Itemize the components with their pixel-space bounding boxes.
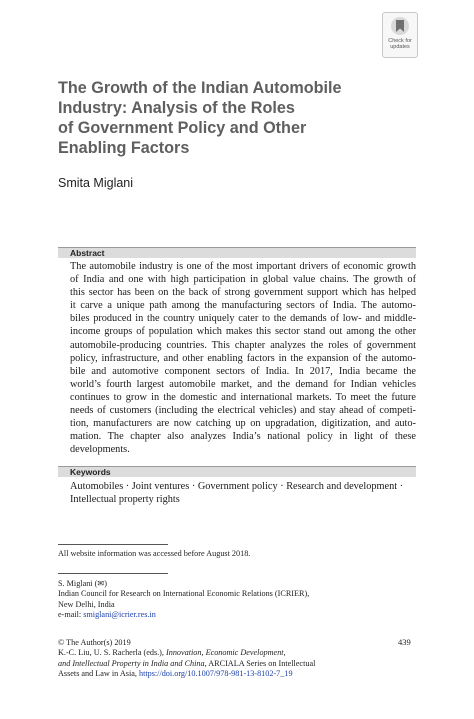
book-title-part: Innovation, Economic Development,	[166, 648, 286, 658]
check-for-updates-badge[interactable]	[382, 12, 418, 58]
abstract-line: income groups of population which makes this sector stand out among the other	[70, 326, 416, 338]
keywords-list	[70, 480, 420, 506]
abstract-line: biles produced in the country uniquely cater to the demands of low- and middle-	[70, 313, 416, 325]
affiliation-name: S. Miglani (✉)	[58, 579, 107, 588]
title-line: The Growth of the Indian Automobile	[58, 79, 342, 97]
abstract-line: policy, infrastructure, and other enabling factors in the expansion of the automo-	[70, 352, 416, 364]
citation-editors: K.-C. Liu, U. S. Racherla (eds.),	[58, 648, 167, 658]
title-line: Industry: Analysis of the Roles	[58, 99, 295, 117]
keywords-heading: Keywords	[58, 466, 416, 477]
abstract-text	[70, 260, 416, 456]
keywords-line: Intellectual property rights	[70, 494, 180, 506]
badge-line2: updates	[390, 44, 410, 50]
affiliation-email-line	[58, 610, 309, 620]
abstract-line: mation. The chapter also analyzes India’s national policy in light of these	[70, 431, 416, 443]
bookmark-ribbon-icon	[391, 17, 409, 35]
author-affiliation	[58, 579, 309, 620]
abstract-line: automobile-producing countries. This chapter analyzes the roles of government	[70, 339, 416, 351]
title-line: of Government Policy and Other	[58, 119, 307, 137]
affiliation-rule	[58, 573, 168, 574]
keywords-line: Automobiles · Joint ventures · Government policy · Research and development ·	[70, 481, 404, 492]
doi-link[interactable]: https://doi.org/10.1007/978-981-13-8102-7_19	[138, 668, 293, 678]
title-line: Enabling Factors	[58, 139, 190, 157]
author-name: Smita Miglani	[58, 176, 134, 190]
affiliation-city: New Delhi, India	[58, 599, 115, 609]
website-footnote: All website information was accessed before August 2018.	[58, 549, 251, 558]
citation-line	[58, 659, 315, 669]
abstract-line: bile and automotive component sectors of India. In 2017, India became the	[70, 365, 416, 377]
citation-line	[58, 648, 315, 658]
abstract-heading: Abstract	[58, 247, 416, 258]
paper-title	[58, 78, 388, 158]
abstract-line: The automobile industry is one of the most important drivers of economic growth	[70, 261, 416, 272]
affiliation-org: Indian Council for Research on International Economic Relations (ICRIER),	[58, 589, 310, 599]
abstract-line: tion, manufacturers are now catching up on upgradation, digitization, and auto-	[70, 418, 416, 430]
page-number: 439	[398, 637, 411, 647]
email-label: e-mail:	[58, 609, 84, 619]
series-name: , ARCIALA Series on Intellectual	[204, 658, 316, 668]
abstract-line: developments.	[70, 444, 130, 456]
footnote-rule	[58, 544, 168, 545]
abstract-line: it carve a unique path among the manufacturing sectors of India. The automo-	[70, 300, 416, 312]
abstract-line: world’s fourth largest automobile market, and the demand for Indian vehicles	[70, 378, 416, 390]
abstract-line: continues to grow in the domestic and international markets. To meet the future	[70, 391, 416, 403]
citation-line	[58, 669, 315, 679]
abstract-line: this sector has been on the back of strong government support which has helped	[70, 287, 416, 299]
abstract-line: of India and one with high participation in global value chains. The growth of	[70, 274, 416, 286]
email-link[interactable]: smiglani@icrier.res.in	[83, 609, 156, 619]
copyright-line: © The Author(s) 2019	[58, 638, 131, 647]
abstract-line: needs of customers (including the electrical vehicles) and stay ahead of competi-	[70, 405, 416, 417]
copyright-block	[58, 638, 315, 679]
badge-line1: Check for	[388, 38, 412, 44]
book-title-part: and Intellectual Property in India and China	[58, 658, 205, 668]
series-name-cont: Assets and Law in Asia,	[58, 668, 139, 678]
